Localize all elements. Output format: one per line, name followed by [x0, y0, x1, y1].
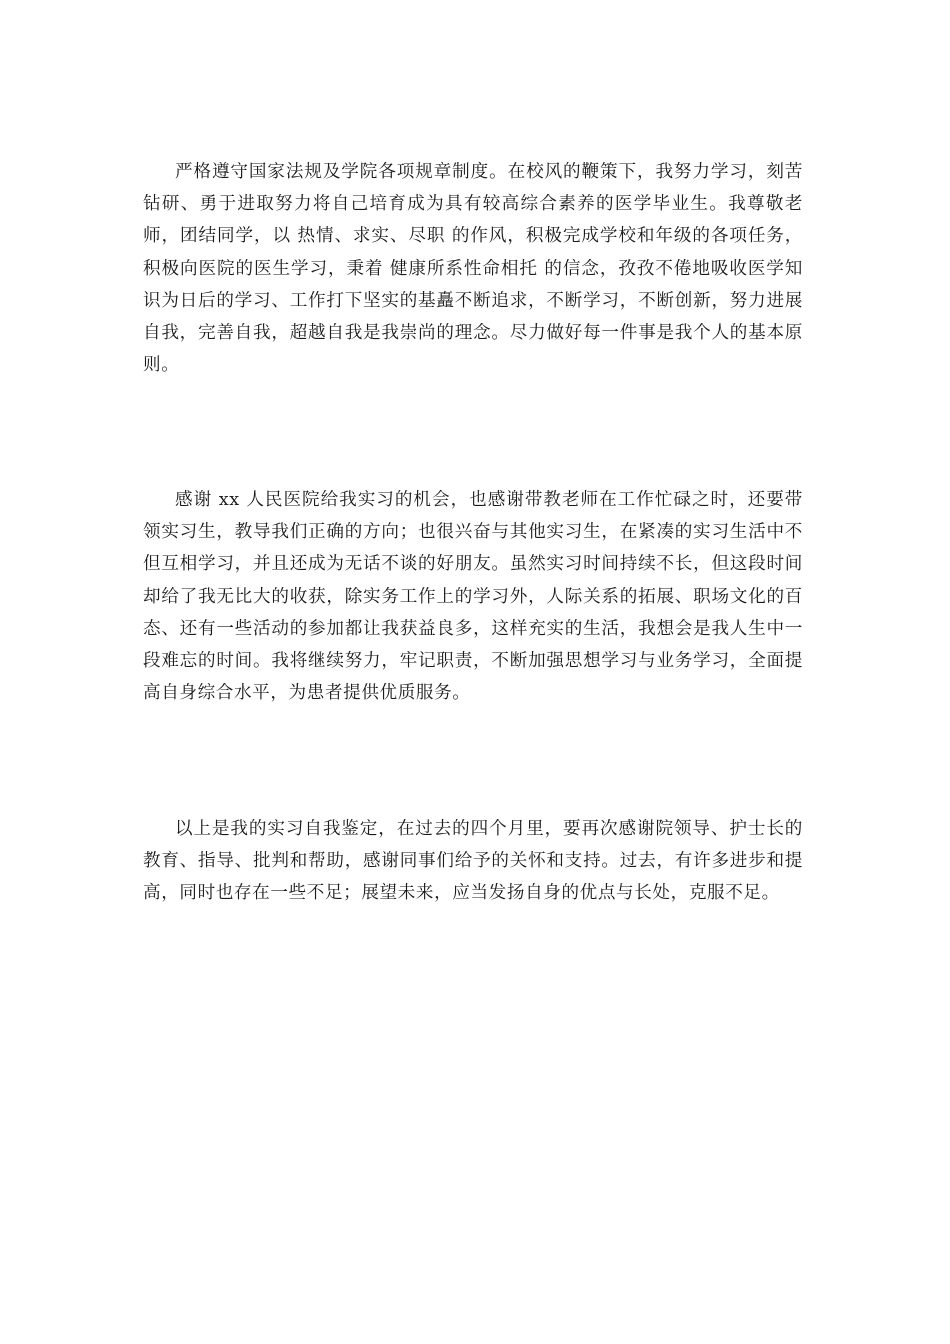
paragraph-gratitude: 感谢 xx 人民医院给我实习的机会，也感谢带教老师在工作忙碌之时，还要带领实习生，教导我们正确的方向；也很兴奋与其他实习生，在紧凑的实习生活中不但互相学习，并且还成为无话不谈的好朋友。虽然实习时间持续不长，但这段时间却给了我无比大的收获，除实务工作上的学习外，人际关系的拓展、职场文化的百态、还有一些活动的参加都让我获益良多，这样充实的生活，我想会是我人生中一段难忘的时间。我将继续努力，牢记职责，不断加强思想学习与业务学习，全面提高自身综合水平，为患者提供优质服务。	[143, 490, 803, 704]
paragraph-conclusion: 以上是我的实习自我鉴定，在过去的四个月里，要再次感谢院领导、护士长的教育、指导、批判和帮助，感谢同事们给予的关怀和支持。过去，有许多进步和提高，同时也存在一些不足；展望未来，应当发扬自身的优点与长处，克服不足。	[143, 819, 803, 904]
paragraph-study-attitude: 严格遵守国家法规及学院各项规章制度。在校风的鞭策下，我努力学习，刻苦钻研、勇于进取努力将自己培育成为具有较高综合素养的医学毕业生。我尊敬老师，团结同学，以 热情、求实、尽职 的作风，积极完成学校和年级的各项任务，积极向医院的医生学习，秉着 健康所系性命相托 的信念，孜孜不倦地吸收医学知识为日后的学习、工作打下坚实的基矗不断追求，不断学习，不断创新，努力进展自我，完善自我，超越自我是我崇尚的理念。尽力做好每一件事是我个人的基本原则。	[143, 162, 803, 376]
